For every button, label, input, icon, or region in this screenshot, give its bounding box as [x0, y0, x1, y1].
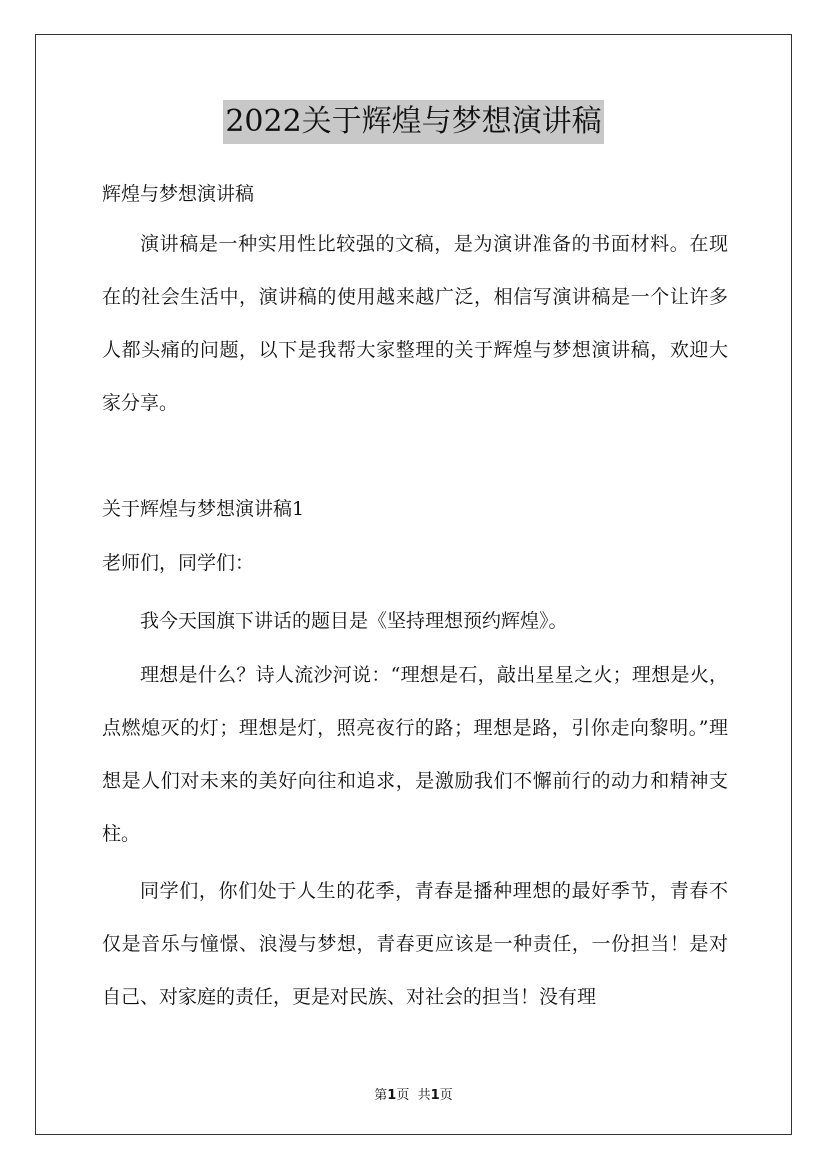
document-title-text: 2022关于辉煌与梦想演讲稿: [223, 100, 603, 144]
document-title: [0, 100, 827, 144]
total-pages: 1: [430, 1088, 440, 1103]
total-prefix: 共: [417, 1088, 431, 1103]
intro-paragraph: 演讲稿是一种实用性比较强的文稿，是为演讲准备的书面材料。在现在的社会生活中，演讲稿的使用越来越广泛，相信写演讲稿是一个让许多人都头痛的问题，以下是我帮大家整理的关于辉煌与梦想演讲稿，欢迎大家分享。: [102, 233, 728, 414]
document-body: [102, 170, 728, 1024]
page-footer: [0, 1084, 827, 1103]
body-paragraph-2: 理想是什么？诗人流沙河说：“理想是石，敲出星星之火；理想是火，点燃熄灭的灯；理想是灯，照亮夜行的路；理想是路，引你走向黎明。”理想是人们对未来的美好向往和追求，是激励我们不懈前行的动力和精神支柱。: [102, 664, 728, 845]
page-suffix: 页: [396, 1088, 410, 1103]
body-paragraph-3: 同学们，你们处于人生的花季，青春是播种理想的最好季节，青春不仅是音乐与憧憬、浪漫与梦想，青春更应该是一种责任，一份担当！是对自己、对家庭的责任，更是对民族、对社会的担当！没有理: [102, 880, 728, 1008]
total-suffix: 页: [439, 1088, 453, 1103]
document-subtitle: 辉煌与梦想演讲稿: [102, 183, 255, 205]
section-heading: 关于辉煌与梦想演讲稿1: [102, 498, 305, 520]
greeting: 老师们，同学们：: [102, 552, 255, 574]
body-paragraph-1: 我今天国旗下讲话的题目是《坚持理想预约辉煌》。: [140, 610, 568, 632]
page-prefix: 第: [374, 1088, 388, 1103]
page-number: 1: [387, 1088, 397, 1103]
